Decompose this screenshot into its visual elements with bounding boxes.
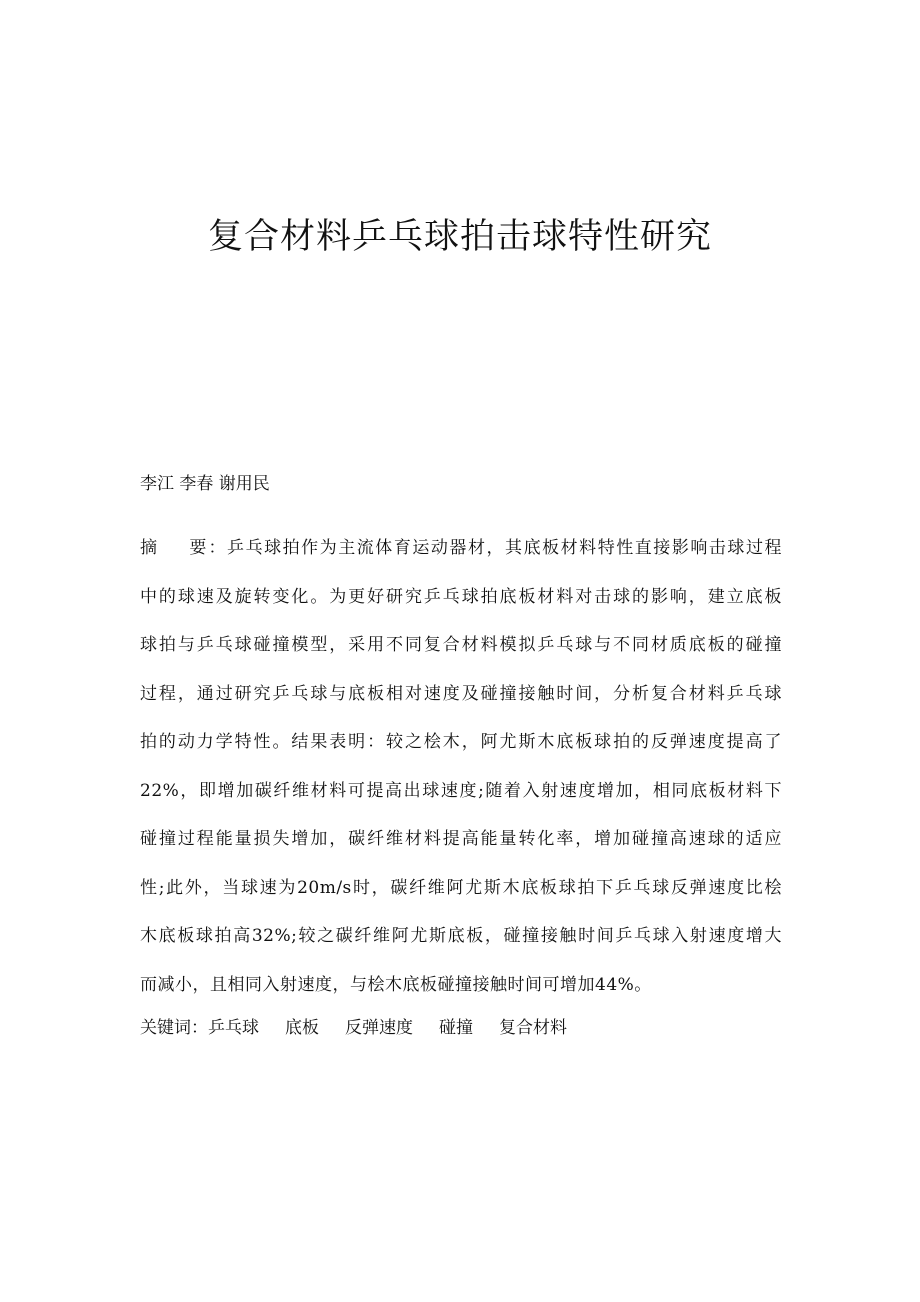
abstract-line: 碰撞过程能量损失增加，碳纤维材料提高能量转化率，增加碰撞高速球的适应 [140, 829, 782, 849]
abstract-line: 过程，通过研究乒乓球与底板相对速度及碰撞接触时间，分析复合材料乒乓球 [140, 683, 782, 704]
author-list: 李江 李春 谢用民 [140, 474, 270, 494]
abstract [140, 524, 782, 1009]
keyword: 底板 [285, 1018, 319, 1038]
abstract-line: 22%，即增加碳纤维材料可提高出球速度;随着入射速度增加，相同底板材料下 [140, 780, 782, 801]
abstract-line: 而减小，且相同入射速度，与桧木底板碰撞接触时间可增加44%。 [140, 974, 652, 995]
abstract-line [140, 524, 782, 573]
keyword: 反弹速度 [345, 1018, 413, 1038]
abstract-line: 拍的动力学特性。结果表明：较之桧木，阿尤斯木底板球拍的反弹速度提高了 [140, 732, 782, 752]
abstract-line: 性;此外，当球速为20m/s时，碳纤维阿尤斯木底板球拍下乒乓球反弹速度比桧 [140, 877, 782, 898]
keywords [140, 1014, 593, 1042]
paper-title: 复合材料乒乓球拍击球特性研究 [207, 217, 712, 257]
abstract-text: 乒乓球拍作为主流体育运动器材，其底板材料特性直接影响击球过程 [226, 538, 782, 558]
abstract-line: 木底板球拍高32%;较之碳纤维阿尤斯底板，碰撞接触时间乒乓球入射速度增大 [140, 926, 782, 946]
abstract-line: 中的球速及旋转变化。为更好研究乒乓球拍底板材料对击球的影响，建立底板 [140, 586, 782, 607]
abstract-label: 摘 要： [140, 538, 226, 558]
keywords-label: 关键词： [140, 1018, 208, 1038]
keyword: 碰撞 [439, 1018, 473, 1038]
abstract-line: 球拍与乒乓球碰撞模型，采用不同复合材料模拟乒乓球与不同材质底板的碰撞 [140, 635, 782, 655]
keyword: 复合材料 [499, 1018, 567, 1038]
keyword: 乒乓球 [208, 1018, 259, 1038]
